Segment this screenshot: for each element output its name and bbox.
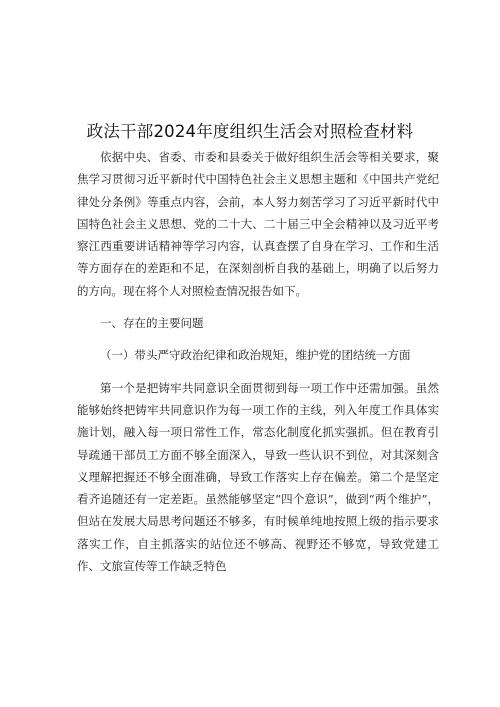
body-paragraph-1: 第一个是把铸牢共同意识全面贯彻到每一项工作中还需加强。虽然能够始终把铸牢共同意识作为每一项工作的主线，列入年度工作具体实施计划，融入每一项日常性工作，常态化制度化抓实强抓。但在教育引导疏通干部员工方面不够全面深入，导致一些认识不到位，对其深刻含义理解把握还不够全面准确，导致工作落实上存在偏差。第二个是坚定看齐追随还有一定差距。虽然能够坚定“四个意识”，做到“两个维护”，但站在发展大局思考问题还不够多，有时候单纯地按照上级的指示要求落实工作，自主抓落实的站位还不够高、视野还不够宽，导致党建工作、文旅宣传等工作缺乏特色	[77, 380, 439, 574]
document-title: 政法干部2024年度组织生活会对照检查材料	[86, 122, 414, 141]
intro-paragraph: 依据中央、省委、市委和县委关于做好组织生活会等相关要求，聚焦学习贯彻习近平新时代中国特色社会主义思想主题和《中国共产党纪律处分条例》等重点内容，会前，本人努力刻苦学习了习近平新时代中国特色社会主义思想、党的二十大、二十届三中全会精神以及习近平考察江西重要讲话精神等学习内容，认真查摆了自身在学习、工作和生活等方面存在的差距和不足，在深刻剖析自我的基础上，明确了以后努力的方向。现在将个人对照检查情况报告如下。	[77, 150, 439, 298]
document-body	[77, 146, 439, 577]
subsection-heading-1: （一）带头严守政治纪律和政治规矩，维护党的团结统一方面	[100, 348, 411, 363]
section-heading-1: 一、存在的主要问题	[100, 316, 204, 331]
